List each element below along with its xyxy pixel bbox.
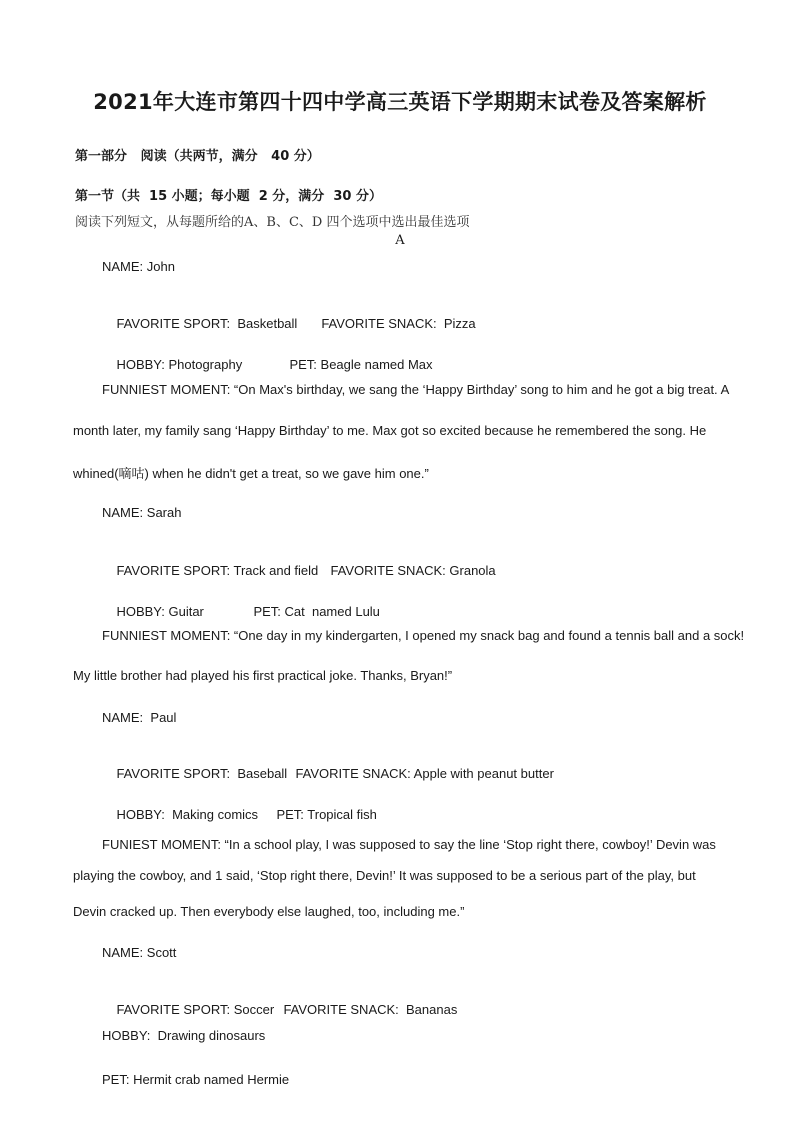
profile-john-snack: FAVORITE SNACK: Pizza — [321, 316, 476, 331]
profile-paul-hobby-pet — [102, 792, 377, 837]
profile-paul-moment-line1: FUNIEST MOMENT: “In a school play, I was supposed to say the line ‘Stop right there, cowboy!’ Devin was — [102, 837, 716, 852]
profile-paul-moment-line2: playing the cowboy, and 1 said, ‘Stop right there, Devin!’ It was supposed to be a serious part of the play, but — [73, 868, 696, 883]
profile-scott-snack: FAVORITE SNACK: Bananas — [283, 1002, 458, 1017]
profile-john-sport-snack — [102, 301, 476, 346]
profile-sarah-name: NAME: Sarah — [102, 505, 182, 520]
profile-paul-sport-snack — [102, 751, 554, 796]
profile-paul-hobby: HOBBY: Making comics — [116, 807, 259, 822]
profile-john-sport: FAVORITE SPORT: Basketball — [116, 316, 298, 331]
profile-john-hobby-pet — [102, 342, 433, 387]
profile-sarah-sport: FAVORITE SPORT: Track and field — [116, 563, 319, 578]
profile-sarah-sport-snack — [102, 548, 496, 593]
passage-letter: A — [395, 233, 405, 248]
profile-scott-pet: PET: Hermit crab named Hermie — [102, 1072, 290, 1087]
document-title: 2021年大连市第四十四中学高三英语下学期期末试卷及答案解析 — [93, 90, 707, 114]
profile-sarah-pet: PET: Cat named Lulu — [253, 604, 380, 619]
section-heading: 第一节（共 15 小题；每小题 2 分，满分 30 分） — [75, 189, 382, 204]
profile-paul-moment-line3: Devin cracked up. Then everybody else laughed, too, including me.” — [73, 904, 465, 919]
profile-john-moment-line1: FUNNIEST MOMENT: “On Max's birthday, we sang the ‘Happy Birthday’ song to him and he got a big treat. A — [102, 382, 730, 397]
profile-scott-name: NAME: Scott — [102, 945, 177, 960]
profile-john-hobby: HOBBY: Photography — [116, 357, 243, 372]
profile-paul-sport: FAVORITE SPORT: Baseball — [116, 766, 288, 781]
profile-scott-sport-snack — [102, 987, 457, 1032]
part-heading: 第一部分 阅读（共两节，满分 40 分） — [75, 149, 320, 164]
profile-scott-hobby: HOBBY: Drawing dinosaurs — [102, 1028, 266, 1043]
profile-sarah-hobby: HOBBY: Guitar — [116, 604, 204, 619]
profile-sarah-snack: FAVORITE SNACK: Granola — [330, 563, 496, 578]
profile-paul-snack: FAVORITE SNACK: Apple with peanut butter — [295, 766, 554, 781]
profile-sarah-moment-line1: FUNNIEST MOMENT: “One day in my kindergarten, I opened my snack bag and found a tennis ball and a sock! — [102, 628, 745, 643]
profile-john-name: NAME: John — [102, 259, 175, 274]
profile-john-pet: PET: Beagle named Max — [289, 357, 433, 372]
profile-scott-sport: FAVORITE SPORT: Soccer — [116, 1002, 275, 1017]
profile-paul-pet: PET: Tropical fish — [276, 807, 377, 822]
profile-john-moment-line3: whined(嘀咕) when he didn't get a treat, so we gave him one.” — [73, 466, 429, 481]
instructions: 阅读下列短文，从每题所给的A、B、C、D 四个选项中选出最佳选项 — [75, 215, 470, 230]
profile-sarah-moment-line2: My little brother had played his first practical joke. Thanks, Bryan!” — [73, 668, 453, 683]
profile-john-moment-line2: month later, my family sang ‘Happy Birthday’ to me. Max got so excited because he remembered the song. He — [73, 423, 707, 438]
profile-paul-name: NAME: Paul — [102, 710, 177, 725]
